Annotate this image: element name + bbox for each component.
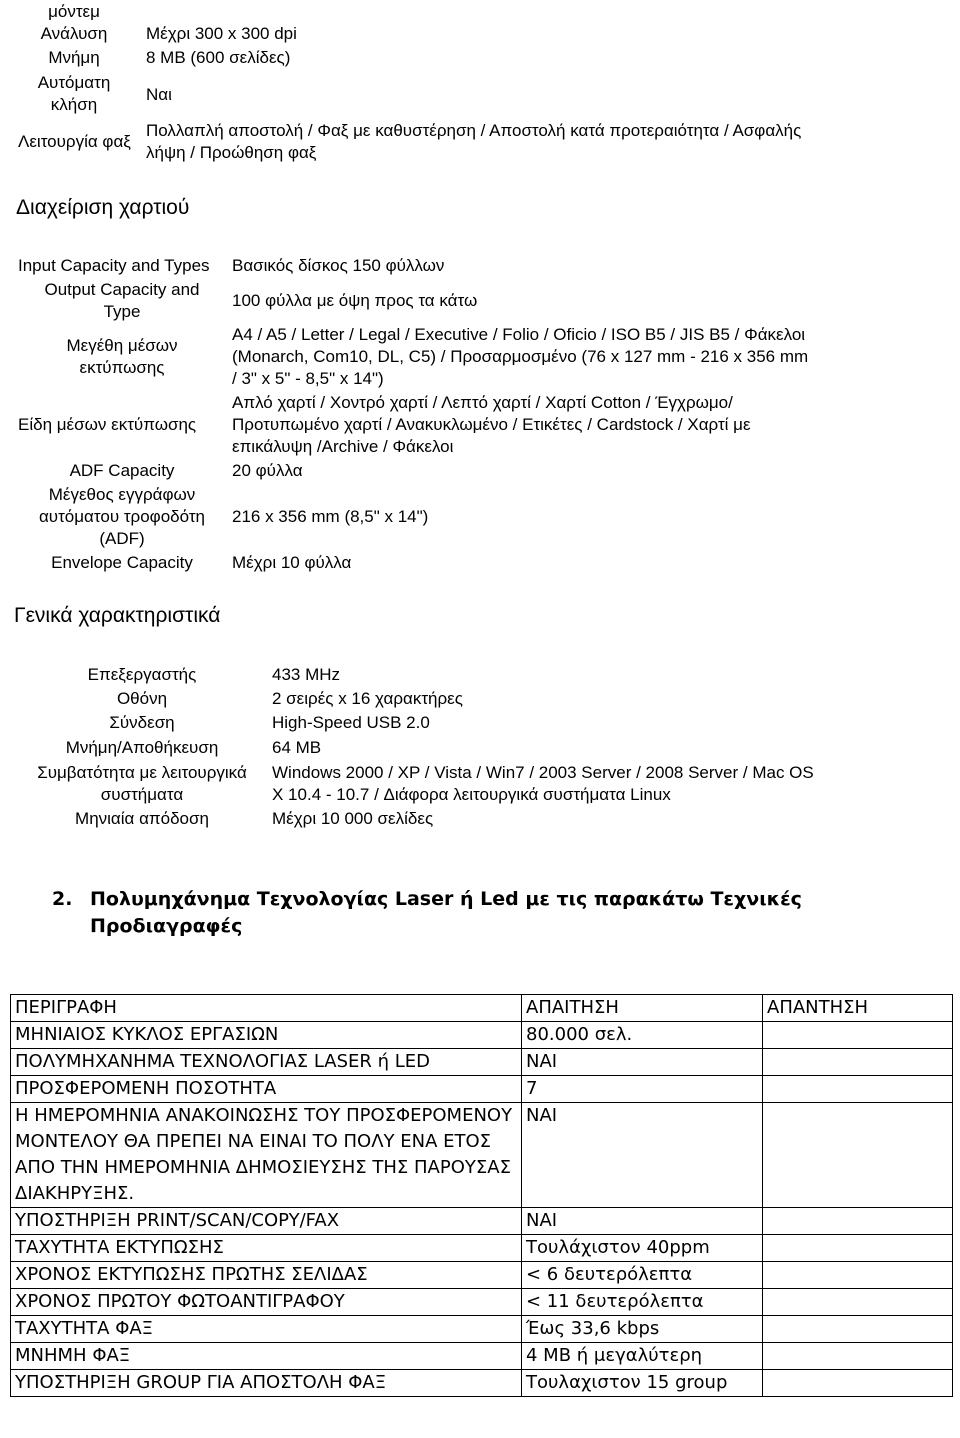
cell-description: ΧΡΟΝΟΣ ΠΡΩΤΟΥ ΦΩΤΟΑΝΤΙΓΡΑΦΟΥ (11, 1289, 522, 1316)
table-row (11, 1289, 953, 1316)
value-line: Windows 2000 / XP / Vista / Win7 / 2003 Server / 2008 Server / Mac OS (272, 763, 814, 782)
cell-description: ΧΡΟΝΟΣ ΕΚΤΥΠΩΣΗΣ ΠΡΩΤΗΣ ΣΕΛΙΔΑΣ (11, 1262, 522, 1289)
cell-requirement: < 11 δευτερόλεπτα (522, 1289, 763, 1316)
value-processor: 433 MHz (272, 665, 341, 684)
label-line: αυτόματου τροφοδότη (38, 507, 206, 526)
cell-requirement: 7 (522, 1076, 763, 1103)
label-line: (ADF) (99, 529, 145, 548)
label-os-compatibility (22, 762, 262, 806)
label-media-types: Είδη μέσων εκτύπωσης (18, 415, 197, 434)
table-row (11, 1370, 953, 1397)
label-line: εκτύπωσης (79, 358, 165, 377)
label-storage: Μνήμη/Αποθήκευση (65, 738, 219, 757)
label-output-capacity (22, 279, 222, 323)
label-model-fragment: μόντεμ (48, 2, 100, 21)
value-line: Απλό χαρτί / Χοντρό χαρτί / Λεπτό χαρτί / Χαρτί Cotton / Έγχρωμο/ (232, 393, 733, 412)
cell-description: Η ΗΜΕΡΟΜΗΝΙΑ ΑΝΑΚΟΙΝΩΣΗΣ ΤΟΥ ΠΡΟΣΦΕΡΟΜΕΝΟΥ ΜΟΝΤΕΛΟΥ ΘΑ ΠΡΕΠΕΙ ΝΑ ΕΙΝΑΙ ΤΟ ΠΟΛΥ ΕΝΑ ΕΤΟΣ ΑΠΟ ΤΗΝ ΗΜΕΡΟΜΗΝΙΑ ΔΗΜΟΣΙΕΥΣΗΣ ΤΗΣ ΠΑΡΟΥΣΑΣ ΔΙΑΚΗΡΥΞΗΣ. (11, 1103, 522, 1208)
value-adf-size: 216 x 356 mm (8,5" x 14") (232, 507, 429, 526)
label-display: Οθόνη (116, 689, 168, 708)
label-line: συστήματα (100, 785, 184, 804)
cell-answer (763, 1049, 953, 1076)
cell-answer (763, 1343, 953, 1370)
table-row (11, 1262, 953, 1289)
label-input-capacity: Input Capacity and Types (18, 256, 210, 275)
section-heading-general: Γενικά χαρακτηριστικά (14, 604, 221, 627)
value-line: / 3" x 5" - 8,5" x 14") (232, 369, 384, 388)
cell-answer (763, 1208, 953, 1235)
label-line: Μεγέθη μέσων (66, 336, 178, 355)
label-envelope-capacity: Envelope Capacity (51, 553, 193, 572)
table-row (11, 1022, 953, 1049)
cell-description: ΤΑΧΥΤΗΤΑ ΦΑΞ (11, 1316, 522, 1343)
value-connectivity: High-Speed USB 2.0 (272, 713, 430, 732)
value-line: Πολλαπλή αποστολή / Φαξ με καθυστέρηση / Αποστολή κατά προτεραιότητα / Ασφαλής (146, 121, 802, 140)
value-media-sizes (232, 324, 932, 390)
label-line: Type (103, 302, 141, 321)
label-adf-capacity: ADF Capacity (69, 461, 175, 480)
label-adf-size (22, 484, 222, 550)
cell-requirement: Έως 33,6 kbps (522, 1316, 763, 1343)
cell-answer (763, 1235, 953, 1262)
header-answer: ΑΠΑΝΤΗΣΗ (763, 995, 953, 1022)
cell-requirement: < 6 δευτερόλεπτα (522, 1262, 763, 1289)
value-output-capacity: 100 φύλλα με όψη προς τα κάτω (232, 291, 478, 310)
table-row (11, 1235, 953, 1262)
value-adf-capacity: 20 φύλλα (232, 461, 303, 480)
label-processor: Επεξεργαστής (87, 665, 197, 684)
header-requirement: ΑΠΑΙΤΗΣΗ (522, 995, 763, 1022)
table-row (11, 1316, 953, 1343)
value-line: A4 / A5 / Letter / Legal / Executive / Folio / Oficio / ISO B5 / JIS B5 / Φάκελοι (232, 325, 806, 344)
table-row (11, 1208, 953, 1235)
cell-description: ΜΝΗΜΗ ΦΑΞ (11, 1343, 522, 1370)
section-title-line: Πολυμηχάνημα Τεχνολογίας Laser ή Led με τις παρακάτω Τεχνικές (90, 888, 802, 910)
section-heading-paper: Διαχείριση χαρτιού (16, 196, 190, 219)
cell-answer (763, 1076, 953, 1103)
label-auto-dial (22, 72, 126, 116)
spec-table (10, 994, 953, 1397)
cell-description: ΤΑΧΥΤΗΤΑ ΕΚΤΥΠΩΣΗΣ (11, 1235, 522, 1262)
cell-requirement: ΝΑΙ (522, 1208, 763, 1235)
header-description: ΠΕΡΙΓΡΑΦΗ (11, 995, 522, 1022)
cell-requirement: 80.000 σελ. (522, 1022, 763, 1049)
label-media-sizes (22, 335, 222, 379)
value-line: Προτυπωμένο χαρτί / Ανακυκλωμένο / Ετικέτες / Cardstock / Χαρτί με (232, 415, 751, 434)
cell-answer (763, 1370, 953, 1397)
value-line: επικάλυψη /Archive / Φάκελοι (232, 437, 454, 456)
cell-description: ΥΠΟΣΤΗΡΙΞΗ PRINT/SCAN/COPY/FAX (11, 1208, 522, 1235)
label-fax-function: Λειτουργία φαξ (18, 132, 131, 151)
cell-answer (763, 1103, 953, 1208)
value-input-capacity: Βασικός δίσκος 150 φύλλων (232, 256, 445, 275)
label-line: Αυτόματη (37, 73, 111, 92)
value-storage: 64 MB (272, 738, 322, 757)
value-fax-function (146, 120, 946, 164)
cell-requirement: 4 MB ή μεγαλύτερη (522, 1343, 763, 1370)
cell-requirement: Τουλαχιστον 15 group (522, 1370, 763, 1397)
label-line: Output Capacity and (44, 280, 200, 299)
section-number: 2. (52, 888, 73, 910)
cell-requirement: ΝΑΙ (522, 1103, 763, 1208)
cell-answer (763, 1316, 953, 1343)
value-os-compatibility (272, 762, 942, 806)
value-memory: 8 MB (600 σελίδες) (146, 48, 291, 67)
cell-description: ΥΠΟΣΤΗΡΙΞΗ GROUP ΓΙΑ ΑΠΟΣΤΟΛΗ ΦΑΞ (11, 1370, 522, 1397)
table-header-row (11, 995, 953, 1022)
label-resolution: Ανάλυση (40, 24, 108, 43)
value-auto-dial: Ναι (146, 85, 172, 104)
value-line: (Monarch, Com10, DL, C5) / Προσαρμοσμένο (76 x 127 mm - 216 x 356 mm (232, 347, 809, 366)
cell-description: ΠΟΛΥΜΗΧΑΝΗΜΑ ΤΕΧΝΟΛΟΓΙΑΣ LASER ή LED (11, 1049, 522, 1076)
label-memory: Μνήμη (48, 48, 100, 67)
label-monthly-duty: Μηνιαία απόδοση (75, 809, 209, 828)
value-line: λήψη / Προώθηση φαξ (146, 143, 317, 162)
cell-requirement: ΝΑΙ (522, 1049, 763, 1076)
cell-description: ΠΡΟΣΦΕΡΟΜΕΝΗ ΠΟΣΟΤΗΤΑ (11, 1076, 522, 1103)
value-media-types (232, 392, 932, 458)
value-line: X 10.4 - 10.7 / Διάφορα λειτουργικά συστήματα Linux (272, 785, 671, 804)
label-line: Συμβατότητα με λειτουργικά (37, 763, 247, 782)
table-row (11, 1049, 953, 1076)
value-envelope-capacity: Μέχρι 10 φύλλα (232, 553, 352, 572)
table-row (11, 1076, 953, 1103)
section-title-line: Προδιαγραφές (90, 915, 243, 937)
cell-answer (763, 1289, 953, 1316)
value-monthly-duty: Μέχρι 10 000 σελίδες (272, 809, 434, 828)
label-connectivity: Σύνδεση (109, 713, 175, 732)
label-line: Μέγεθος εγγράφων (48, 485, 196, 504)
cell-answer (763, 1022, 953, 1049)
cell-answer (763, 1262, 953, 1289)
table-row (11, 1343, 953, 1370)
section-title (90, 886, 930, 940)
value-display: 2 σειρές x 16 χαρακτήρες (272, 689, 463, 708)
cell-description: ΜΗΝΙΑΙΟΣ ΚΥΚΛΟΣ ΕΡΓΑΣΙΩΝ (11, 1022, 522, 1049)
value-resolution: Μέχρι 300 x 300 dpi (146, 24, 297, 43)
table-row (11, 1103, 953, 1208)
label-line: κλήση (50, 95, 98, 114)
cell-requirement: Τουλάχιστον 40ppm (522, 1235, 763, 1262)
